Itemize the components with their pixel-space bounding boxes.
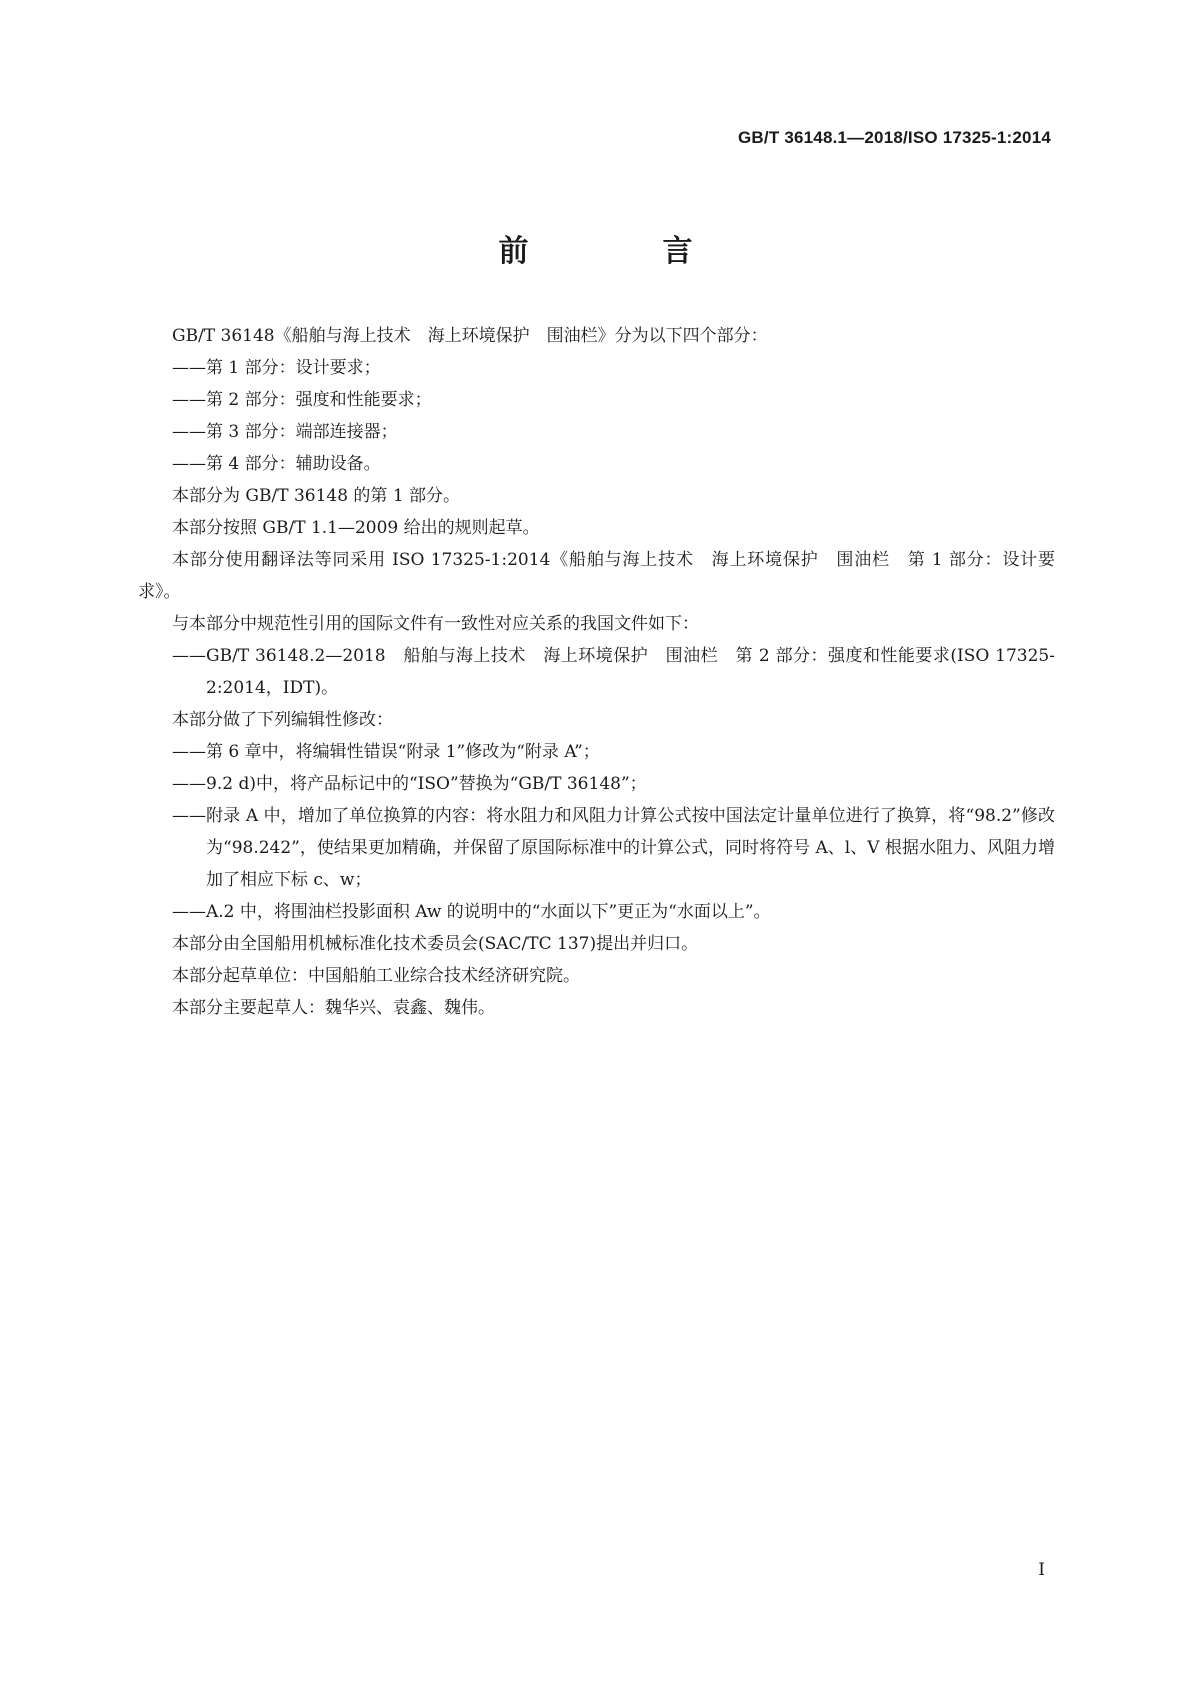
adoption-statement: 本部分使用翻译法等同采用 ISO 17325-1:2014《船舶与海上技术 海上环境保护 围油栏 第 1 部分：设计要求》。 xyxy=(138,550,1055,602)
page-number: I xyxy=(1038,1560,1045,1580)
modification-item: ——附录 A 中，增加了单位换算的内容：将水阻力和风阻力计算公式按中国法定计量单位进行了换算，将“98.2”修改为“98.242”，使结果更加精确，并保留了原国际标准中的计算公式，同时将符号 A、l、V 根据水阻力、风阻力增加了相应下标 c、w； xyxy=(172,806,1055,890)
drafters-statement: 本部分主要起草人：魏华兴、袁鑫、魏伟。 xyxy=(172,998,495,1018)
correspondence-item: ——GB/T 36148.2—2018 船舶与海上技术 海上环境保护 围油栏 第 2 部分：强度和性能要求(ISO 17325-2:2014，IDT)。 xyxy=(172,646,1055,698)
page-title: 前 言 xyxy=(498,234,745,269)
intro-paragraph: GB/T 36148《船舶与海上技术 海上环境保护 围油栏》分为以下四个部分： xyxy=(172,326,768,346)
drafting-unit-statement: 本部分起草单位：中国船舶工业综合技术经济研究院。 xyxy=(172,966,580,986)
modifications-intro: 本部分做了下列编辑性修改： xyxy=(172,710,393,730)
part-list-item: ——第 3 部分：端部连接器； xyxy=(172,422,398,442)
part-list-item: ——第 2 部分：强度和性能要求； xyxy=(172,390,432,410)
part-list-item: ——第 4 部分：辅助设备。 xyxy=(172,454,381,474)
modification-item: ——第 6 章中，将编辑性错误“附录 1”修改为“附录 A”； xyxy=(172,742,600,762)
part-list-item: ——第 1 部分：设计要求； xyxy=(172,358,381,378)
part-statement: 本部分为 GB/T 36148 的第 1 部分。 xyxy=(172,486,461,506)
modification-item: ——A.2 中，将围油栏投影面积 Aw 的说明中的“水面以下”更正为“水面以上”。 xyxy=(172,902,771,922)
proposer-statement: 本部分由全国船用机械标准化技术委员会(SAC/TC 137)提出并归口。 xyxy=(172,934,699,954)
correspondence-intro: 与本部分中规范性引用的国际文件有一致性对应关系的我国文件如下： xyxy=(172,614,699,634)
standard-code-header: GB/T 36148.1—2018/ISO 17325-1:2014 xyxy=(738,128,1051,147)
drafting-rules-statement: 本部分按照 GB/T 1.1—2009 给出的规则起草。 xyxy=(172,518,540,538)
foreword-body xyxy=(138,320,1055,1024)
modification-item: ——9.2 d)中，将产品标记中的“ISO”替换为“GB/T 36148”； xyxy=(172,774,647,794)
